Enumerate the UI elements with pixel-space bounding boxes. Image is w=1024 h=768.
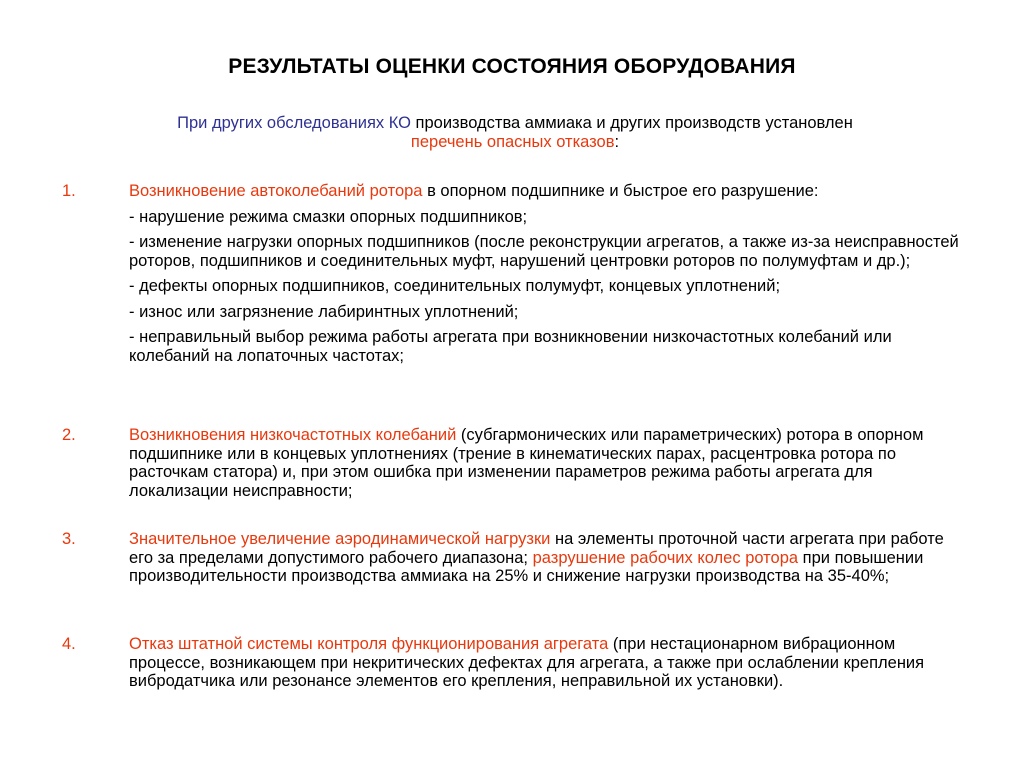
intro-paragraph: [60, 114, 970, 152]
item-number: 3.: [62, 530, 76, 548]
item-lead-text: (субгармонических или параметрических) ротора в опорном подшипнике или в концевых уплотнениях (трение в кинематических парах, расцентровка ротора по расточкам статора) и, при этом ошибка при изменении параметров режима работы агрегата для локализации неисправности;: [129, 426, 924, 500]
item-lead-highlight: Значительное увеличение аэродинамической нагрузки: [129, 530, 551, 548]
item-body: [129, 426, 964, 500]
sub-item: - нарушение режима смазки опорных подшипников;: [129, 207, 528, 226]
intro-part-1: При других обследованиях КО: [177, 114, 411, 132]
sub-item: - дефекты опорных подшипников, соединительных полумуфт, концевых уплотнений;: [129, 277, 781, 295]
item-body: [129, 530, 964, 586]
sub-item: - износ или загрязнение лабиринтных уплотнений;: [129, 302, 519, 321]
intro-part-2: производства аммиака и других производств установлен: [410, 114, 853, 132]
list-item-4: [62, 635, 972, 691]
item-highlight-2: разрушение рабочих колес ротора: [532, 548, 799, 567]
item-mid-text: на элементы проточной части агрегата при работе его за пределами допустимого рабочего диапазона;: [129, 530, 944, 567]
list-item-3: [62, 530, 972, 586]
sub-item: - изменение нагрузки опорных подшипников (после реконструкции агрегатов, а также из-за неисправностей роторов, подшипников и соединительных муфт, нарушений центровки роторов по полумуфтам и др.);: [129, 233, 959, 270]
intro-part-4: :: [614, 133, 620, 151]
item-lead-highlight: Возникновения низкочастотных колебаний: [129, 426, 457, 444]
list-item-1: [62, 182, 972, 365]
sub-item: - неправильный выбор режима работы агрегата при возникновении низкочастотных колебаний или колебаний на лопаточных частотах;: [129, 328, 892, 365]
item-number: 4.: [62, 635, 76, 653]
item-lead: [129, 182, 964, 201]
item-number: 2.: [62, 426, 76, 444]
list-item-2: [62, 426, 972, 500]
item-tail-text: при повышении производительности производства аммиака на 25% и снижение нагрузки производства на 35-40%;: [129, 548, 924, 585]
item-number: 1.: [62, 182, 76, 200]
item-lead-text: (при нестационарном вибрационном процессе, возникающем при некритических дефектах для агрегата, а также при ослаблении крепления вибродатчика или резонансе элементов его крепления, неправильной их установки).: [129, 635, 925, 690]
page-title: РЕЗУЛЬТАТЫ ОЦЕНКИ СОСТОЯНИЯ ОБОРУДОВАНИЯ: [228, 55, 796, 78]
item-lead-text: в опорном подшипнике и быстрое его разрушение:: [422, 182, 819, 200]
item-lead-highlight: Отказ штатной системы контроля функционирования агрегата: [129, 635, 609, 653]
item-lead-highlight: Возникновение автоколебаний ротора: [129, 182, 423, 200]
intro-part-3: перечень опасных отказов: [410, 133, 615, 151]
item-body: [129, 635, 964, 691]
